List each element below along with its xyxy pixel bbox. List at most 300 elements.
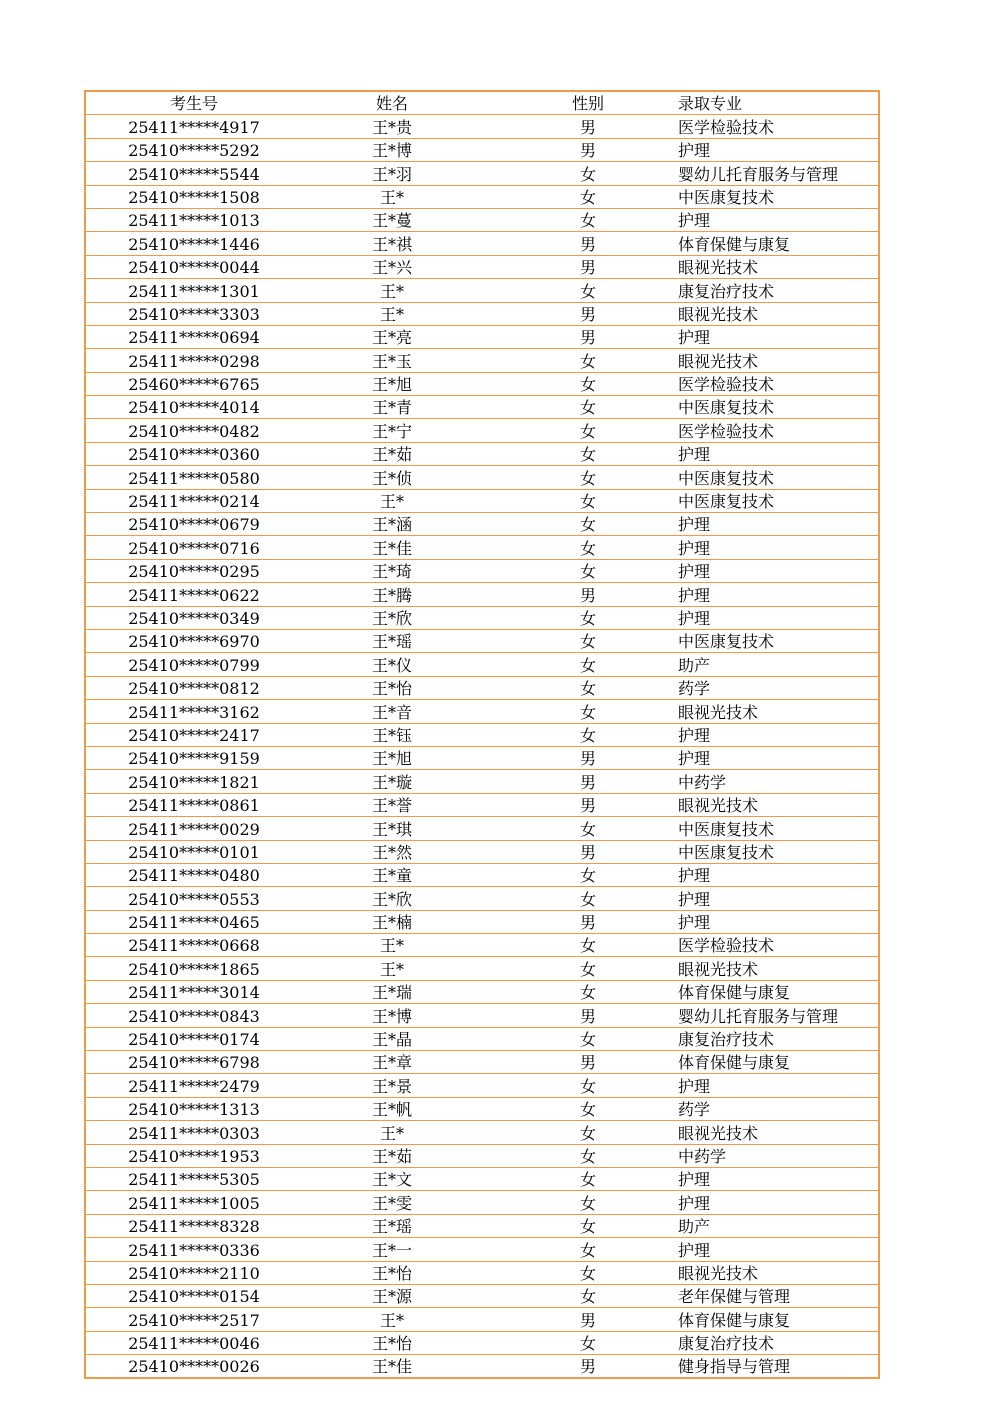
- cell-major-label: 护理: [678, 515, 711, 535]
- cell-exam-number: 25411*****0480: [85, 863, 302, 886]
- cell-major: [678, 559, 879, 582]
- cell-gender: 男: [482, 115, 694, 138]
- cell-gender: 男: [482, 746, 694, 769]
- cell-gender: 女: [482, 1167, 694, 1190]
- cell-major-label: 康复治疗技术: [678, 1030, 775, 1050]
- cell-major-label: 中医康复技术: [678, 468, 775, 488]
- cell-major-label: 医学检验技术: [678, 375, 775, 395]
- cell-name: 王*钰: [302, 723, 482, 746]
- cell-major: [678, 863, 879, 886]
- cell-major-label: 眼视光技术: [678, 1263, 759, 1283]
- cell-gender: 男: [482, 840, 694, 863]
- cell-exam-number: 25410*****0360: [85, 442, 302, 465]
- cell-major: [678, 770, 879, 793]
- cell-major: [678, 115, 879, 138]
- cell-name: 王*: [302, 279, 482, 302]
- table-row: [85, 723, 879, 746]
- cell-major-label: 眼视光技术: [678, 702, 759, 722]
- cell-major-label: 眼视光技术: [678, 1123, 759, 1143]
- cell-exam-number: 25410*****1953: [85, 1144, 302, 1167]
- cell-exam-number: 25410*****9159: [85, 746, 302, 769]
- cell-name: 王*佳: [302, 1355, 482, 1379]
- cell-major-label: 康复治疗技术: [678, 1334, 775, 1354]
- table-row: [85, 208, 879, 231]
- cell-gender: 女: [482, 208, 694, 231]
- cell-exam-number: 25410*****6798: [85, 1051, 302, 1074]
- cell-major: [678, 653, 879, 676]
- cell-major-label: 婴幼儿托育服务与管理: [678, 164, 839, 184]
- table-row: [85, 255, 879, 278]
- table-row: [85, 536, 879, 559]
- header-major-label: 录取专业: [678, 94, 743, 114]
- cell-name: 王*青: [302, 396, 482, 419]
- cell-exam-number: 25410*****1508: [85, 185, 302, 208]
- cell-name: 王*: [302, 185, 482, 208]
- cell-major-label: 护理: [678, 889, 711, 909]
- table-row: [85, 1121, 879, 1144]
- cell-gender: 男: [482, 138, 694, 161]
- cell-major-label: 体育保健与康复: [678, 1310, 791, 1330]
- cell-major: [678, 185, 879, 208]
- table-row: [85, 1214, 879, 1237]
- cell-major-label: 护理: [678, 562, 711, 582]
- cell-name: 王*琦: [302, 559, 482, 582]
- table-row: [85, 980, 879, 1003]
- cell-major: [678, 1004, 879, 1027]
- cell-gender: 女: [482, 700, 694, 723]
- header-major: [678, 91, 879, 115]
- cell-exam-number: 25410*****5292: [85, 138, 302, 161]
- table-row: [85, 606, 879, 629]
- cell-major: [678, 606, 879, 629]
- cell-major-label: 药学: [678, 679, 711, 699]
- cell-name: 王*玉: [302, 349, 482, 372]
- cell-major: [678, 419, 879, 442]
- cell-exam-number: 25410*****2517: [85, 1308, 302, 1331]
- cell-name: 王*琪: [302, 817, 482, 840]
- cell-gender: 女: [482, 606, 694, 629]
- cell-name: 王*欣: [302, 887, 482, 910]
- cell-major: [678, 489, 879, 512]
- table-row: [85, 583, 879, 606]
- cell-exam-number: 25410*****0101: [85, 840, 302, 863]
- cell-major-label: 眼视光技术: [678, 351, 759, 371]
- cell-major-label: 护理: [678, 608, 711, 628]
- cell-name: 王*佳: [302, 536, 482, 559]
- cell-major-label: 眼视光技术: [678, 796, 759, 816]
- table-row: [85, 1191, 879, 1214]
- cell-major: [678, 910, 879, 933]
- cell-exam-number: 25411*****0861: [85, 793, 302, 816]
- cell-major: [678, 396, 879, 419]
- cell-major: [678, 934, 879, 957]
- cell-gender: 男: [482, 232, 694, 255]
- table-row: [85, 185, 879, 208]
- table-row: [85, 138, 879, 161]
- cell-major: [678, 1331, 879, 1354]
- cell-name: 王*璇: [302, 770, 482, 793]
- cell-name: 王*茹: [302, 442, 482, 465]
- cell-exam-number: 25411*****5305: [85, 1167, 302, 1190]
- cell-gender: 女: [482, 723, 694, 746]
- cell-name: 王*仪: [302, 653, 482, 676]
- table-row: [85, 325, 879, 348]
- table-body: [85, 115, 879, 1379]
- cell-major-label: 助产: [678, 655, 711, 675]
- cell-major: [678, 1284, 879, 1307]
- cell-major-label: 中药学: [678, 772, 727, 792]
- cell-major-label: 眼视光技术: [678, 304, 759, 324]
- cell-gender: 男: [482, 1004, 694, 1027]
- cell-major-label: 护理: [678, 1076, 711, 1096]
- cell-gender: 女: [482, 863, 694, 886]
- table-row: [85, 1355, 879, 1379]
- cell-gender: 女: [482, 559, 694, 582]
- table-row: [85, 629, 879, 652]
- cell-major: [678, 162, 879, 185]
- header-gender: 性别: [482, 91, 694, 115]
- cell-major: [678, 442, 879, 465]
- cell-name: 王*: [302, 1308, 482, 1331]
- cell-gender: 女: [482, 1261, 694, 1284]
- cell-name: 王*瑶: [302, 1214, 482, 1237]
- cell-exam-number: 25410*****1446: [85, 232, 302, 255]
- cell-name: 王*楠: [302, 910, 482, 933]
- cell-gender: 女: [482, 676, 694, 699]
- cell-major: [678, 1355, 879, 1379]
- cell-major: [678, 232, 879, 255]
- table-row: [85, 1144, 879, 1167]
- cell-name: 王*亮: [302, 325, 482, 348]
- cell-major: [678, 1074, 879, 1097]
- cell-gender: 女: [482, 396, 694, 419]
- cell-exam-number: 25411*****4917: [85, 115, 302, 138]
- table-row: [85, 1027, 879, 1050]
- cell-major: [678, 255, 879, 278]
- cell-exam-number: 25410*****0482: [85, 419, 302, 442]
- cell-exam-number: 25410*****1865: [85, 957, 302, 980]
- cell-gender: 女: [482, 1191, 694, 1214]
- cell-name: 王*: [302, 957, 482, 980]
- cell-major-label: 护理: [678, 328, 711, 348]
- cell-name: 王*旭: [302, 372, 482, 395]
- table-row: [85, 1284, 879, 1307]
- table-row: [85, 372, 879, 395]
- cell-major-label: 中医康复技术: [678, 632, 775, 652]
- cell-major: [678, 536, 879, 559]
- cell-name: 王*祺: [302, 232, 482, 255]
- table-row: [85, 653, 879, 676]
- table-row: [85, 115, 879, 138]
- cell-major-label: 护理: [678, 725, 711, 745]
- cell-gender: 男: [482, 583, 694, 606]
- table-row: [85, 1004, 879, 1027]
- cell-name: 王*怡: [302, 1331, 482, 1354]
- table-row: [85, 279, 879, 302]
- cell-major: [678, 1214, 879, 1237]
- cell-major-label: 护理: [678, 538, 711, 558]
- cell-major: [678, 1097, 879, 1120]
- table-row: [85, 302, 879, 325]
- cell-gender: 女: [482, 185, 694, 208]
- table-row: [85, 1331, 879, 1354]
- table-row: [85, 396, 879, 419]
- cell-name: 王*瑞: [302, 980, 482, 1003]
- cell-exam-number: 25410*****5544: [85, 162, 302, 185]
- cell-major: [678, 1191, 879, 1214]
- cell-name: 王*怡: [302, 676, 482, 699]
- cell-gender: 女: [482, 1284, 694, 1307]
- cell-major-label: 护理: [678, 749, 711, 769]
- cell-major-label: 药学: [678, 1100, 711, 1120]
- cell-name: 王*宁: [302, 419, 482, 442]
- cell-gender: 男: [482, 325, 694, 348]
- cell-gender: 男: [482, 302, 694, 325]
- cell-gender: 女: [482, 1121, 694, 1144]
- cell-gender: 女: [482, 1238, 694, 1261]
- cell-exam-number: 25411*****0622: [85, 583, 302, 606]
- cell-exam-number: 25410*****0044: [85, 255, 302, 278]
- cell-gender: 女: [482, 489, 694, 512]
- cell-gender: 男: [482, 255, 694, 278]
- cell-exam-number: 25411*****0694: [85, 325, 302, 348]
- cell-name: 王*怡: [302, 1261, 482, 1284]
- cell-gender: 男: [482, 910, 694, 933]
- table-row: [85, 1074, 879, 1097]
- cell-exam-number: 25410*****0812: [85, 676, 302, 699]
- cell-major: [678, 817, 879, 840]
- table-row: [85, 442, 879, 465]
- cell-major: [678, 746, 879, 769]
- cell-gender: 男: [482, 1308, 694, 1331]
- cell-gender: 女: [482, 536, 694, 559]
- cell-gender: 女: [482, 629, 694, 652]
- cell-major: [678, 466, 879, 489]
- cell-major: [678, 1238, 879, 1261]
- cell-gender: 女: [482, 349, 694, 372]
- table-row: [85, 559, 879, 582]
- cell-name: 王*章: [302, 1051, 482, 1074]
- table-row: [85, 232, 879, 255]
- cell-exam-number: 25411*****0336: [85, 1238, 302, 1261]
- cell-exam-number: 25411*****2479: [85, 1074, 302, 1097]
- cell-name: 王*博: [302, 1004, 482, 1027]
- cell-exam-number: 25411*****0214: [85, 489, 302, 512]
- cell-exam-number: 25411*****0046: [85, 1331, 302, 1354]
- cell-major: [678, 676, 879, 699]
- cell-major-label: 中医康复技术: [678, 492, 775, 512]
- cell-gender: 女: [482, 957, 694, 980]
- cell-gender: 女: [482, 1097, 694, 1120]
- cell-exam-number: 25411*****1005: [85, 1191, 302, 1214]
- table-row: [85, 513, 879, 536]
- cell-exam-number: 25410*****0843: [85, 1004, 302, 1027]
- cell-major: [678, 1261, 879, 1284]
- cell-name: 王*贵: [302, 115, 482, 138]
- table-row: [85, 1308, 879, 1331]
- table-row: [85, 910, 879, 933]
- cell-major-label: 护理: [678, 211, 711, 231]
- table-row: [85, 934, 879, 957]
- cell-name: 王*帆: [302, 1097, 482, 1120]
- cell-major: [678, 138, 879, 161]
- cell-major: [678, 1027, 879, 1050]
- cell-major-label: 婴幼儿托育服务与管理: [678, 1006, 839, 1026]
- cell-major-label: 护理: [678, 866, 711, 886]
- cell-exam-number: 25411*****0303: [85, 1121, 302, 1144]
- cell-major: [678, 629, 879, 652]
- cell-name: 王*文: [302, 1167, 482, 1190]
- cell-major: [678, 1167, 879, 1190]
- table-row: [85, 1238, 879, 1261]
- table-row: [85, 419, 879, 442]
- cell-major-label: 医学检验技术: [678, 117, 775, 137]
- cell-exam-number: 25410*****6970: [85, 629, 302, 652]
- cell-exam-number: 25410*****0026: [85, 1355, 302, 1379]
- cell-gender: 女: [482, 279, 694, 302]
- table-row: [85, 1097, 879, 1120]
- cell-name: 王*博: [302, 138, 482, 161]
- cell-major: [678, 1051, 879, 1074]
- cell-name: 王*兴: [302, 255, 482, 278]
- cell-exam-number: 25460*****6765: [85, 372, 302, 395]
- cell-gender: 女: [482, 817, 694, 840]
- cell-gender: 男: [482, 793, 694, 816]
- table-row: [85, 1261, 879, 1284]
- cell-major-label: 中医康复技术: [678, 398, 775, 418]
- cell-name: 王*: [302, 489, 482, 512]
- cell-gender: 女: [482, 442, 694, 465]
- cell-exam-number: 25410*****0295: [85, 559, 302, 582]
- cell-gender: 女: [482, 887, 694, 910]
- cell-major-label: 中药学: [678, 1146, 727, 1166]
- header-exam-number: 考生号: [85, 91, 302, 115]
- table-row: [85, 863, 879, 886]
- cell-exam-number: 25411*****3162: [85, 700, 302, 723]
- cell-major-label: 体育保健与康复: [678, 983, 791, 1003]
- cell-major: [678, 349, 879, 372]
- cell-major-label: 健身指导与管理: [678, 1357, 791, 1377]
- table-row: [85, 489, 879, 512]
- cell-exam-number: 25411*****8328: [85, 1214, 302, 1237]
- table-row: [85, 770, 879, 793]
- table-row: [85, 162, 879, 185]
- table-header-row: [85, 91, 879, 115]
- cell-gender: 男: [482, 770, 694, 793]
- cell-exam-number: 25411*****1301: [85, 279, 302, 302]
- cell-exam-number: 25411*****3014: [85, 980, 302, 1003]
- cell-exam-number: 25411*****1013: [85, 208, 302, 231]
- table-row: [85, 793, 879, 816]
- cell-exam-number: 25410*****0716: [85, 536, 302, 559]
- cell-major-label: 护理: [678, 141, 711, 161]
- cell-major: [678, 513, 879, 536]
- table-row: [85, 1167, 879, 1190]
- cell-gender: 女: [482, 1074, 694, 1097]
- cell-name: 王*童: [302, 863, 482, 886]
- cell-gender: 女: [482, 372, 694, 395]
- cell-major-label: 中医康复技术: [678, 842, 775, 862]
- cell-gender: 女: [482, 980, 694, 1003]
- cell-gender: 女: [482, 1144, 694, 1167]
- cell-major: [678, 980, 879, 1003]
- cell-major-label: 中医康复技术: [678, 187, 775, 207]
- cell-major-label: 康复治疗技术: [678, 281, 775, 301]
- cell-major: [678, 302, 879, 325]
- cell-major-label: 助产: [678, 1217, 711, 1237]
- table-row: [85, 700, 879, 723]
- cell-exam-number: 25410*****0154: [85, 1284, 302, 1307]
- cell-major-label: 护理: [678, 445, 711, 465]
- table-row: [85, 817, 879, 840]
- cell-major-label: 眼视光技术: [678, 959, 759, 979]
- cell-major-label: 医学检验技术: [678, 421, 775, 441]
- cell-major: [678, 700, 879, 723]
- cell-name: 王*腾: [302, 583, 482, 606]
- table-row: [85, 746, 879, 769]
- cell-name: 王*景: [302, 1074, 482, 1097]
- cell-gender: 女: [482, 162, 694, 185]
- cell-name: 王*羽: [302, 162, 482, 185]
- cell-exam-number: 25411*****0465: [85, 910, 302, 933]
- cell-major-label: 护理: [678, 913, 711, 933]
- table-row: [85, 1051, 879, 1074]
- cell-major: [678, 840, 879, 863]
- cell-exam-number: 25411*****0029: [85, 817, 302, 840]
- cell-gender: 女: [482, 466, 694, 489]
- cell-exam-number: 25410*****0553: [85, 887, 302, 910]
- cell-major-label: 护理: [678, 1240, 711, 1260]
- cell-exam-number: 25411*****0580: [85, 466, 302, 489]
- cell-exam-number: 25410*****2417: [85, 723, 302, 746]
- cell-exam-number: 25410*****0679: [85, 513, 302, 536]
- cell-name: 王*瑶: [302, 629, 482, 652]
- cell-exam-number: 25410*****2110: [85, 1261, 302, 1284]
- cell-exam-number: 25411*****0668: [85, 934, 302, 957]
- cell-major-label: 医学检验技术: [678, 936, 775, 956]
- cell-major-label: 眼视光技术: [678, 258, 759, 278]
- cell-gender: 女: [482, 513, 694, 536]
- cell-major: [678, 723, 879, 746]
- table-row: [85, 466, 879, 489]
- cell-major: [678, 1144, 879, 1167]
- cell-major-label: 中医康复技术: [678, 819, 775, 839]
- cell-exam-number: 25410*****4014: [85, 396, 302, 419]
- cell-name: 王*涵: [302, 513, 482, 536]
- cell-exam-number: 25410*****0799: [85, 653, 302, 676]
- cell-major: [678, 372, 879, 395]
- cell-gender: 女: [482, 1027, 694, 1050]
- cell-name: 王*雯: [302, 1191, 482, 1214]
- table-row: [85, 840, 879, 863]
- cell-major: [678, 1121, 879, 1144]
- cell-name: 王*: [302, 302, 482, 325]
- cell-name: 王*晶: [302, 1027, 482, 1050]
- cell-major: [678, 279, 879, 302]
- table-row: [85, 887, 879, 910]
- table-row: [85, 349, 879, 372]
- cell-major: [678, 325, 879, 348]
- cell-gender: 女: [482, 1331, 694, 1354]
- cell-major-label: 护理: [678, 585, 711, 605]
- cell-major-label: 体育保健与康复: [678, 1053, 791, 1073]
- cell-exam-number: 25410*****0349: [85, 606, 302, 629]
- cell-name: 王*蔓: [302, 208, 482, 231]
- cell-exam-number: 25410*****0174: [85, 1027, 302, 1050]
- cell-gender: 女: [482, 419, 694, 442]
- cell-exam-number: 25411*****0298: [85, 349, 302, 372]
- cell-major: [678, 583, 879, 606]
